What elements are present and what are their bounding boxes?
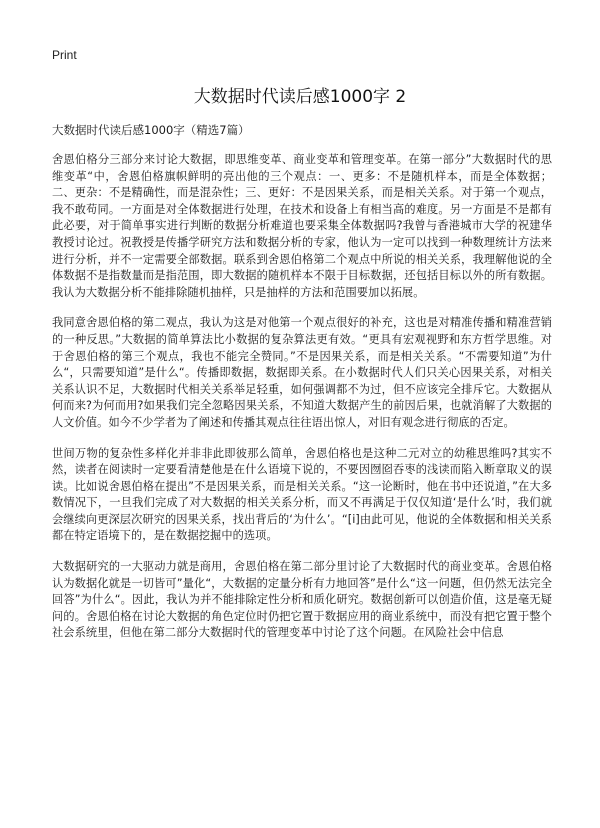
print-link[interactable]: Print [52,48,77,62]
document-body [52,152,552,656]
paragraph-2: 我同意舍恩伯格的第二观点，我认为这是对他第一个观点很好的补充，这也是对精准传播和精准营销的一种反思。”大数据的简单算法比小数据的复杂算法更有效。“更具有宏观视野和东方哲学思维。对于舍恩伯格的第三个观点，我也不能完全赞同。”不是因果关系，而是相关关系。“不需要知道”为什么“，只需要知道”是什么“。传播即数据，数据即关系。在小数据时代人们只关心因果关系，对相关关系认识不足，大数据时代相关关系举足轻重，如何强调都不为过，但不应该完全排斥它。大数据从何而来?为何而用?如果我们完全忽略因果关系，不知道大数据产生的前因后果，也就消解了大数据的人文价值。如今不少学者为了阐述和传播其观点往往语出惊人，对旧有观念进行彻底的否定。 [52,316,552,429]
document-title: 大数据时代读后感1000字 2 [193,87,407,107]
paragraph-3: 世间万物的复杂性多样化并非非此即彼那么简单，舍恩伯格也是这种二元对立的幼稚思维吗?其实不然，读者在阅读时一定要看清楚他是在什么语境下说的，不要因囫囵吞枣的浅读而陷入断章取义的误读。比如说舍恩伯格在提出”不是因果关系，而是相关关系。“这一论断时，他在书中还说道，”在大多数情况下，一旦我们完成了对大数据的相关关系分析，而又不再满足于仅仅知道‘是什么’时，我们就会继续向更深层次研究的因果关系，找出背后的‘为什么’。“[i]由此可见，他说的全体数据和相关关系都在特定语境下的，是在数据挖掘中的选项。 [52,446,552,543]
paragraph-1: 舍恩伯格分三部分来讨论大数据，即思维变革、商业变革和管理变革。在第一部分”大数据时代的思维变革“中，舍恩伯格旗帜鲜明的亮出他的三个观点：一、更多：不是随机样本，而是全体数据；二、更杂：不是精确性，而是混杂性；三、更好：不是因果关系，而是相关关系。对于第一个观点，我不敢苟同。一方面是对全体数据进行处理，在技术和设备上有相当高的难度。另一方面是不是都有此必要，对于简单事实进行判断的数据分析难道也要采集全体数据吗?我曾与香港城市大学的祝建华教授讨论过。祝教授是传播学研究方法和数据分析的专家，他认为一定可以找到一种数理统计方法来进行分析，并不一定需要全部数据。联系到舍恩伯格第二个观点中所说的相关关系，我理解他说的全体数据不是指数量而是指范围，即大数据的随机样本不限于目标数据，还包括目标以外的所有数据。我认为大数据分析不能排除随机抽样，只是抽样的方法和范围要加以拓展。 [52,153,552,299]
paragraph-4: 大数据研究的一大驱动力就是商用，舍恩伯格在第二部分里讨论了大数据时代的商业变革。舍恩伯格认为数据化就是一切皆可”量化“，大数据的定量分析有力地回答”是什么“这一问题，但仍然无法完全回答”为什么“。因此，我认为并不能排除定性分析和质化研究。数据创新可以创造价值，这是毫无疑问的。舍恩伯格在讨论大数据的角色定位时仍把它置于数据应用的商业系统中，而没有把它置于整个社会系统里，但他在第二部分大数据时代的管理变革中讨论了这个问题。在风险社会中信息 [52,560,552,640]
document-subtitle: 大数据时代读后感1000字（精选7篇） [52,123,250,137]
